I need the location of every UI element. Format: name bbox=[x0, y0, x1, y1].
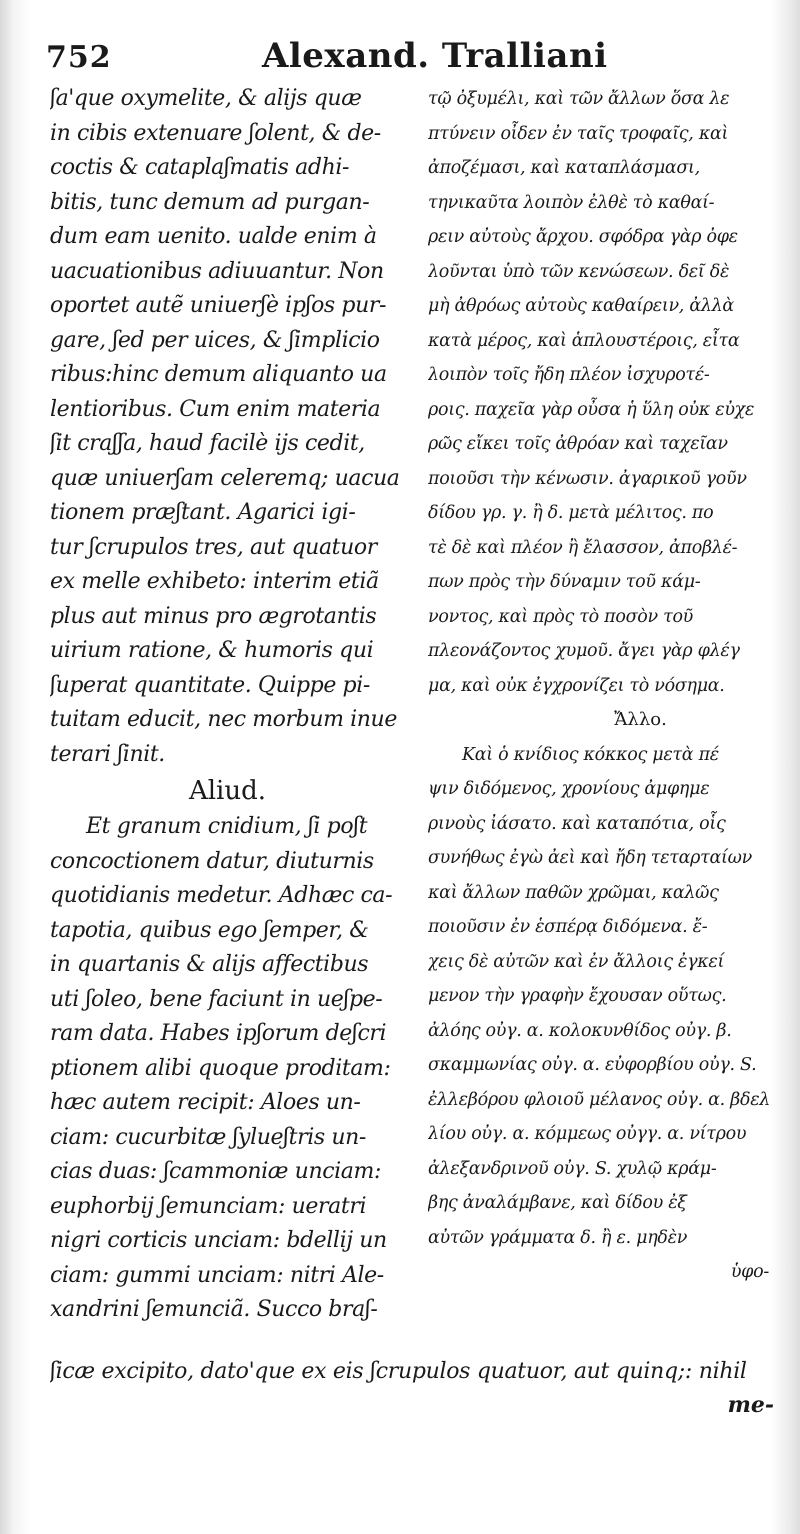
greek-line: καὶ ἄλλων παθῶν χρῶμαι, καλῶς bbox=[428, 882, 719, 903]
latin-line: tuitam educit, nec morbum inue bbox=[50, 707, 397, 732]
greek-line: κατὰ μέρος, καὶ ἁπλουστέροις, εἶτα bbox=[428, 330, 740, 351]
greek-line: τηνικαῦτα λοιπὸν ἐλθὲ τὸ καθαί- bbox=[428, 192, 715, 213]
greek-line: Καὶ ὁ κνίδιος κόκκος μετὰ πέ bbox=[462, 744, 719, 765]
greek-line: ποιοῦσιν ἐν ἑσπέρᾳ διδόμενα. ἔ- bbox=[428, 917, 708, 937]
greek-line: ροις. παχεῖα γὰρ οὖσα ἡ ὕλη οὐκ εὐχε bbox=[428, 399, 755, 420]
running-head: Alexand. Tralliani bbox=[262, 36, 608, 76]
latin-line: bitis, tunc demum ad purgan- bbox=[50, 189, 370, 215]
greek-line: συνήθως ἐγὼ ἀεὶ καὶ ἤδη τεταρταίων bbox=[428, 848, 752, 868]
greek-section-heading: Ἄλλο. bbox=[614, 709, 667, 730]
latin-catchword: me- bbox=[727, 1392, 774, 1418]
greek-line: ἀλεξανδρινοῦ οὐγ. S. χυλῷ κράμ- bbox=[428, 1158, 717, 1179]
latin-section-heading: Aliud. bbox=[188, 776, 267, 806]
latin-line: tapotia, quibus ego ʃemper, & bbox=[50, 917, 369, 943]
latin-line: in quartanis & alijs affectibus bbox=[50, 952, 369, 977]
latin-line: tur ʃcrupulos tres, aut quatuor bbox=[50, 534, 377, 560]
latin-line: ex melle exhibeto: interim etiã bbox=[50, 569, 379, 594]
greek-line: λοιπὸν τοῖς ἤδη πλέον ἰσχυροτέ- bbox=[428, 365, 710, 385]
latin-line: euphorbij ʃemunciam: ueratri bbox=[50, 1193, 367, 1219]
latin-line: ptionem alibi quoque proditam: bbox=[50, 1055, 391, 1081]
latin-line: ʃit craʃʃa, haud facilè ijs cedit, bbox=[50, 431, 365, 456]
greek-column bbox=[428, 82, 773, 1290]
latin-line: ʃuperat quantitate. Quippe pi- bbox=[50, 672, 370, 698]
greek-line: αὐτῶν γράμματα δ. ἢ ε. μηδὲν bbox=[428, 1227, 688, 1248]
greek-line: λοῦνται ὑπὸ τῶν κενώσεων. δεῖ δὲ bbox=[428, 261, 730, 282]
latin-line: ram data. Habes ipʃorum deʃcri bbox=[50, 1021, 387, 1046]
greek-line: ρῶς εἴκει τοῖς ἀθρόαν καὶ ταχεῖαν bbox=[428, 434, 728, 454]
latin-line: ciam: cucurbitæ ʃylueʃtris un- bbox=[50, 1124, 366, 1150]
latin-line: ʃa'que oxymelite, & alijs quæ bbox=[50, 86, 362, 111]
greek-line: μὴ ἀθρόως αὐτοὺς καθαίρειν, ἀλλὰ bbox=[428, 296, 734, 316]
latin-line: uirium ratione, & humoris qui bbox=[50, 638, 374, 663]
greek-line: ποιοῦσι τὴν κένωσιν. ἀγαρικοῦ γοῦν bbox=[428, 468, 747, 489]
greek-line: ἀλόης οὐγ. α. κολοκυνθίδος οὐγ. β. bbox=[428, 1020, 732, 1041]
greek-line: ψιν διδόμενος, χρονίους ἀμφημε bbox=[428, 779, 710, 799]
latin-line: hæc autem recipit: Aloes un- bbox=[50, 1090, 361, 1115]
latin-line: ribus:hinc demum aliquanto ua bbox=[50, 362, 387, 387]
greek-line: ἀποζέμασι, καὶ καταπλάσμασι, bbox=[428, 158, 700, 178]
greek-line: ρειν αὐτοὺς ἄρχου. σφόδρα γὰρ ὀφε bbox=[428, 227, 738, 247]
page-number: 752 bbox=[46, 40, 112, 75]
greek-line: μενον τὴν γραφὴν ἔχουσαν οὕτως. bbox=[428, 986, 727, 1006]
latin-line: dum eam uenito. ualde enim à bbox=[50, 224, 377, 249]
greek-line: σκαμμωνίας οὐγ. α. εὐφορβίου οὐγ. S. bbox=[428, 1055, 757, 1075]
latin-line: tionem præʃtant. Agarici igi- bbox=[50, 500, 356, 525]
latin-line: terari ʃinit. bbox=[50, 741, 165, 767]
greek-line: μα, καὶ οὐκ ἐγχρονίζει τὸ νόσημα. bbox=[428, 675, 725, 696]
greek-line: ρινοὺς ἰάσατο. καὶ καταπότια, οἷς bbox=[428, 813, 726, 834]
latin-column bbox=[50, 82, 405, 1328]
latin-line: cias duas: ʃcammoniæ unciam: bbox=[50, 1159, 381, 1184]
latin-line: plus aut minus pro ægrotantis bbox=[50, 603, 377, 629]
latin-line: uacuationibus adiuuantur. Non bbox=[50, 258, 384, 284]
greek-line: ἐλλεβόρου φλοιοῦ μέλανος οὐγ. α. βδελ bbox=[428, 1089, 771, 1110]
greek-line: δίδου γρ. γ. ἢ δ. μετὰ μέλιτος. πο bbox=[428, 503, 714, 523]
latin-line: in cibis extenuare ʃolent, & de- bbox=[50, 120, 381, 146]
greek-catchword: ὑφο- bbox=[730, 1262, 769, 1282]
latin-line: quæ uniuerʃam celeremq; uacua bbox=[50, 465, 400, 491]
latin-line: Et granum cnidium, ʃi poʃt bbox=[86, 814, 368, 839]
greek-line: πλεονάζοντος χυμοῦ. ἄγει γὰρ φλέγ bbox=[428, 641, 740, 661]
greek-line: λίου οὐγ. α. κόμμεως οὐγγ. α. νίτρου bbox=[428, 1124, 747, 1144]
latin-line: nigri corticis unciam: bdellij un bbox=[50, 1228, 387, 1253]
greek-line: τὲ δὲ καὶ πλέον ἢ ἔλασσον, ἀποβλέ- bbox=[428, 537, 738, 558]
latin-line: uti ʃoleo, bene faciunt in ueʃpe- bbox=[50, 986, 383, 1012]
latin-line: gare, ʃed per uices, & ʃimplicio bbox=[50, 327, 380, 353]
greek-line: τῷ ὀξυμέλι, καὶ τῶν ἄλλων ὅσα λε bbox=[428, 89, 730, 109]
greek-line: βης ἀναλάμβανε, καὶ δίδου ἐξ bbox=[428, 1193, 687, 1213]
latin-line: quotidianis medetur. Adhæc ca- bbox=[50, 883, 393, 908]
latin-line: oportet autẽ uniuerʃè ipʃos pur- bbox=[50, 293, 387, 318]
greek-line: χεις δὲ αὐτῶν καὶ ἐν ἄλλοις ἐγκεί bbox=[428, 951, 725, 972]
greek-line: πτύνειν οἶδεν ἐν ταῖς τροφαῖς, καὶ bbox=[428, 123, 729, 144]
greek-line: νοντος, καὶ πρὸς τὸ ποσὸν τοῦ bbox=[428, 606, 694, 627]
greek-line: πων πρὸς τὴν δύναμιν τοῦ κάμ- bbox=[428, 572, 701, 592]
latin-line: xandrini ʃemunciã. Succo braʃ- bbox=[50, 1297, 378, 1322]
latin-line: concoctionem datur, diuturnis bbox=[50, 848, 374, 874]
latin-full-width-line: ʃicæ excipito, dato'que ex eis ʃcrupulos quatuor, aut quinq;: nihil bbox=[50, 1359, 747, 1384]
latin-line: lentioribus. Cum enim materia bbox=[50, 396, 381, 422]
latin-line: coctis & cataplaʃmatis adhi- bbox=[50, 155, 350, 180]
latin-line: ciam: gummi unciam: nitri Ale- bbox=[50, 1262, 384, 1288]
